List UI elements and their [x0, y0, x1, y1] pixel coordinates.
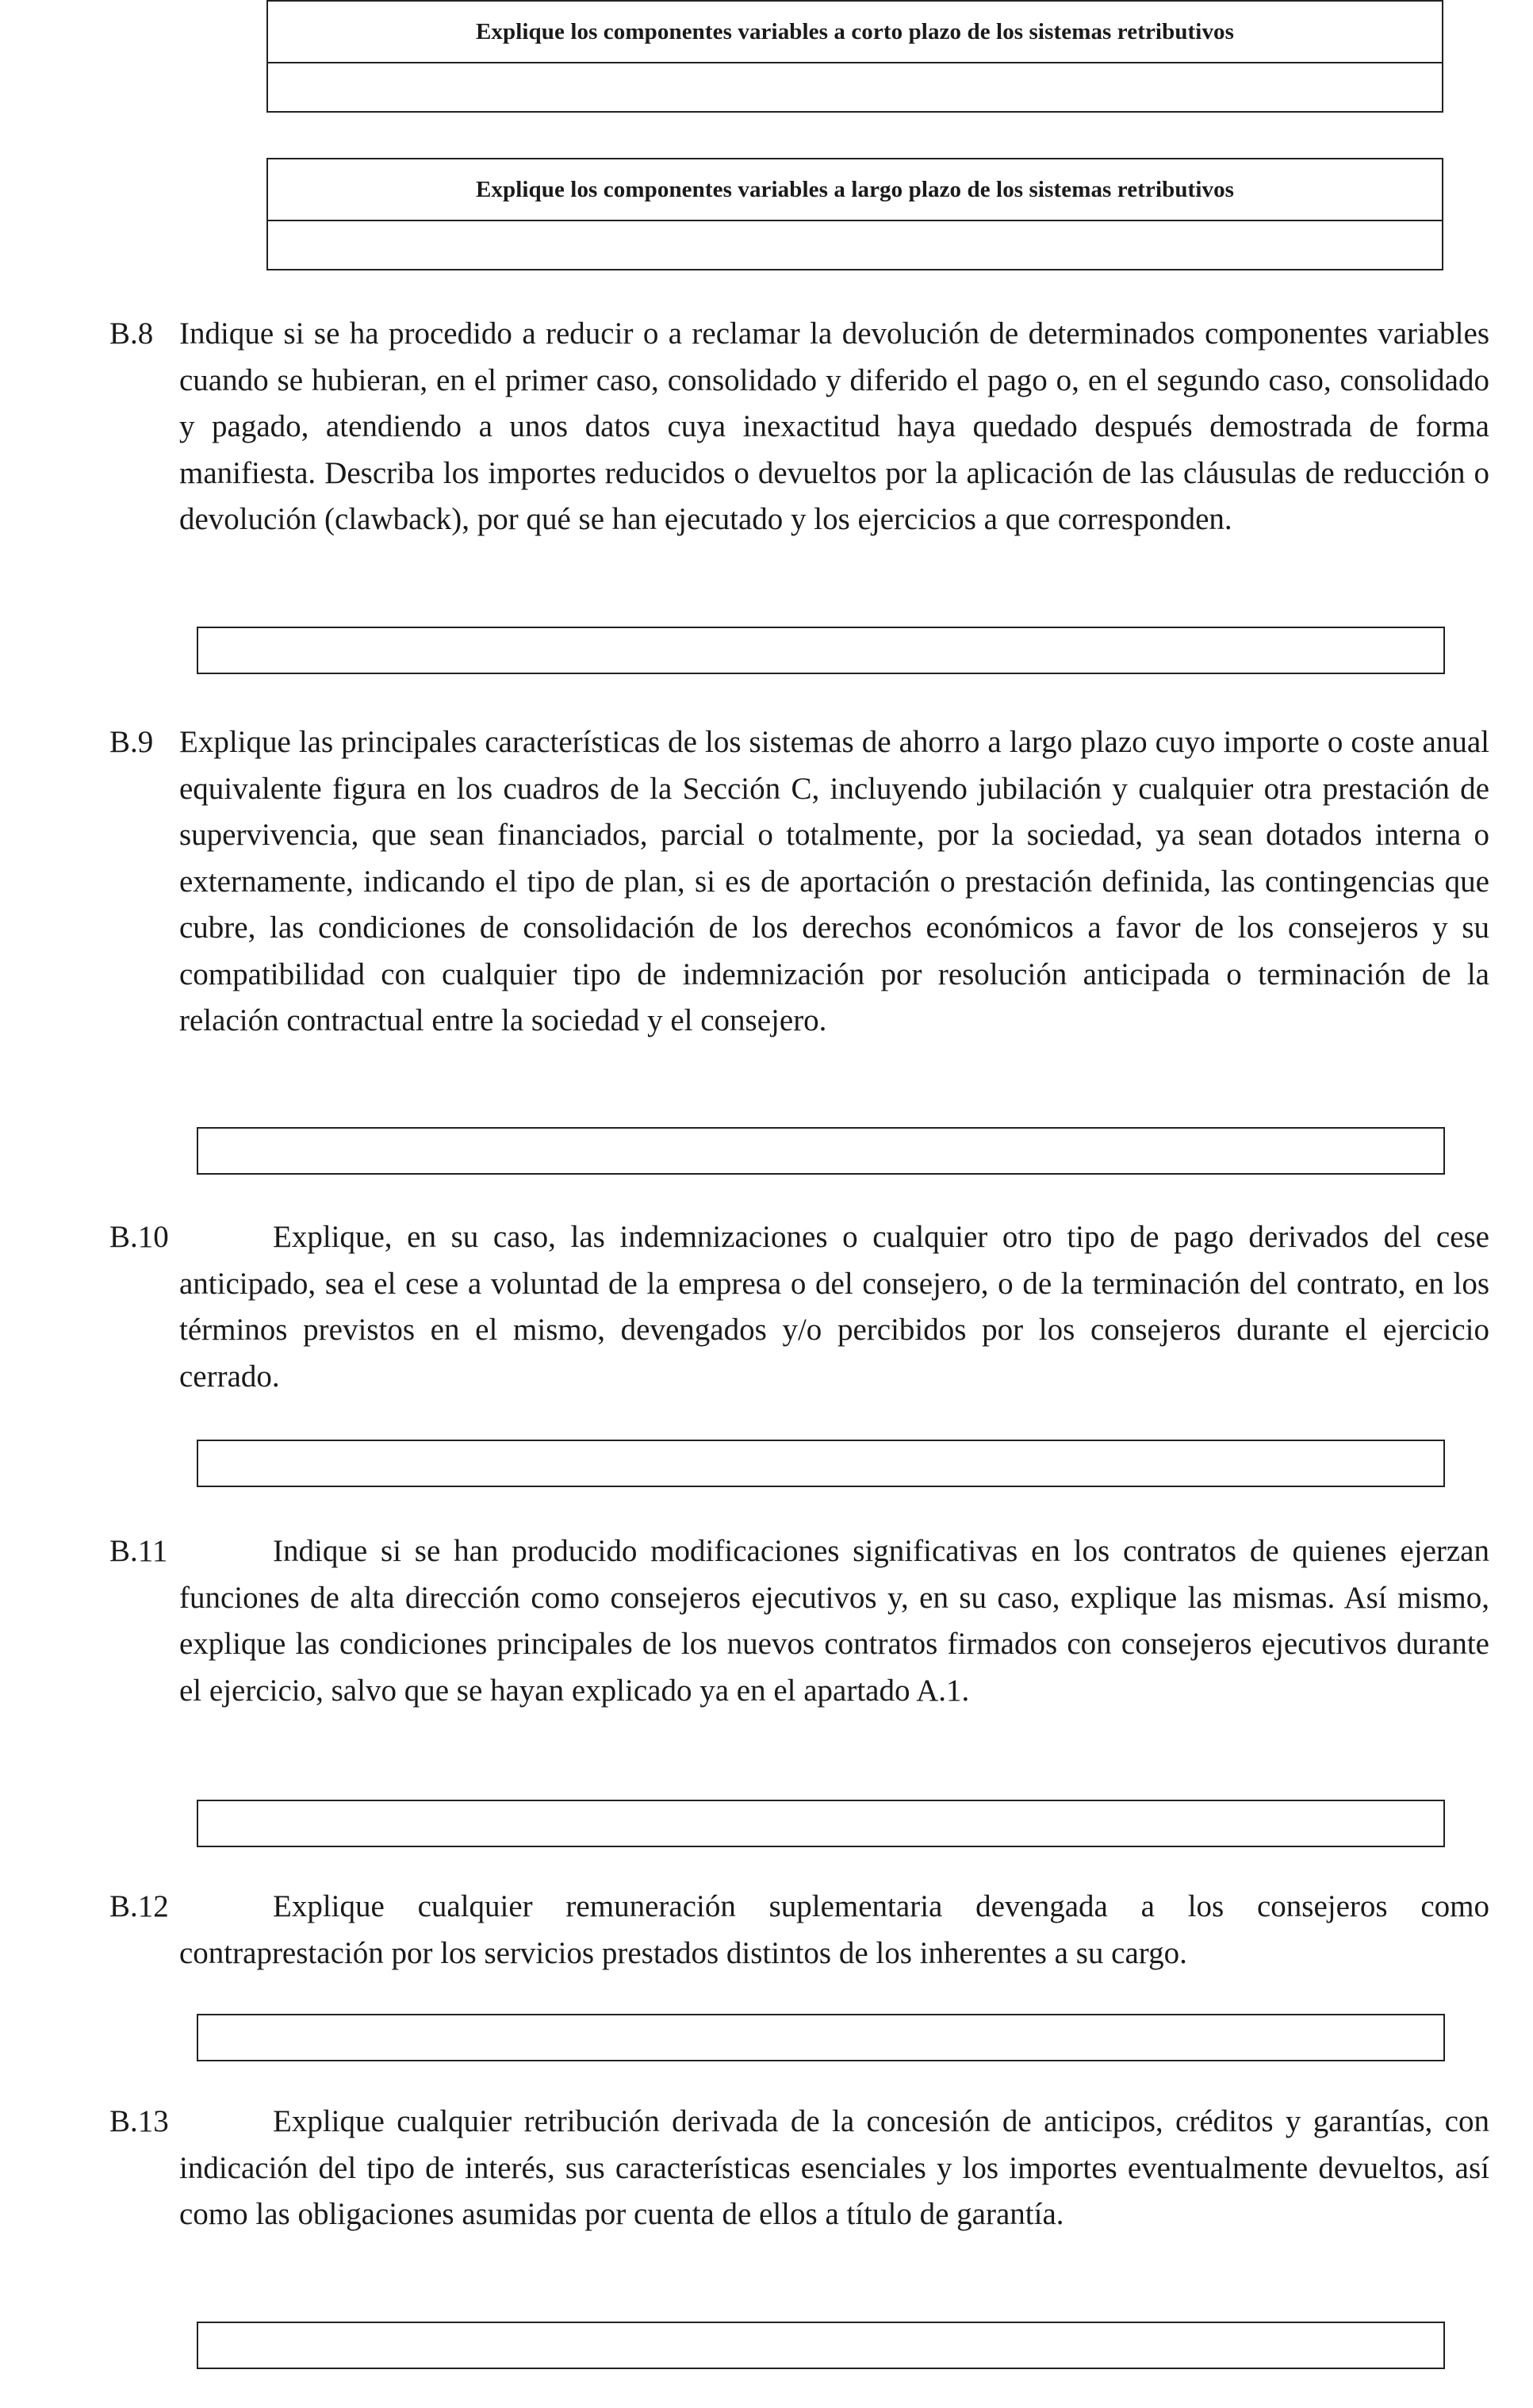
long-term-variable-box: [266, 158, 1443, 270]
section-text: Indique si se ha procedido a reducir o a reclamar la devolución de determinados componentes variables cuando se hubieran, en el primer caso, consolidado y diferido el pago o, en el segundo caso, consolidado y pagado, atendiendo a unos datos cuya inexactitud haya quedado después demostrada de forma manifiesta. Describa los importes reducidos o devueltos por la aplicación de las cláusulas de reducción o devolución (clawback), por qué se han ejecutado y los ejercicios a que corresponden.: [179, 316, 1489, 536]
short-term-variable-title: Explique los componentes variables a corto plazo de los sistemas retributivos: [268, 2, 1442, 63]
section-number: B.9: [109, 725, 154, 759]
answer-field-b13[interactable]: [197, 2322, 1445, 2369]
answer-field-b8[interactable]: [197, 627, 1445, 674]
short-term-variable-box: [266, 0, 1443, 113]
section-text: Explique cualquier retribución derivada de la concesión de anticipos, créditos y garantías, con indicación del tipo de interés, sus características esenciales y los importes eventualmente devueltos, así como las obligaciones asumidas por cuenta de ellos a título de garantía.: [179, 2104, 1489, 2231]
section-number: B.12: [109, 1889, 169, 1923]
section-b9: [109, 719, 1489, 1045]
section-b12: [109, 1884, 1489, 1977]
section-number: B.13: [109, 2104, 169, 2138]
section-b10: [109, 1214, 1489, 1400]
section-text: Explique las principales características de los sistemas de ahorro a largo plazo cuyo importe o coste anual equivalente figura en los cuadros de la Sección C, incluyendo jubilación y cualquier otra prestación de supervivencia, que sean financiados, parcial o totalmente, por la sociedad, ya sean dotados interna o externamente, indicando el tipo de plan, si es de aportación o prestación definida, las contingencias que cubre, las condiciones de consolidación de los derechos económicos a favor de los consejeros y su compatibilidad con cualquier tipo de indemnización por resolución anticipada o terminación de la relación contractual entre la sociedad y el consejero.: [179, 725, 1489, 1037]
answer-field-b9[interactable]: [197, 1127, 1445, 1175]
short-term-variable-answer-field[interactable]: [268, 63, 1442, 111]
answer-field-b11[interactable]: [197, 1800, 1445, 1847]
section-number: B.11: [109, 1534, 168, 1568]
answer-field-b10[interactable]: [197, 1440, 1445, 1487]
section-b11: [109, 1528, 1489, 1714]
section-number: B.8: [109, 316, 154, 351]
long-term-variable-title: Explique los componentes variables a largo plazo de los sistemas retributivos: [268, 159, 1442, 221]
section-text: Explique cualquier remuneración suplementaria devengada a los consejeros como contraprestación por los servicios prestados distintos de los inherentes a su cargo.: [179, 1889, 1489, 1970]
long-term-variable-answer-field[interactable]: [268, 221, 1442, 269]
section-b8: [109, 311, 1489, 543]
section-text: Indique si se han producido modificaciones significativas en los contratos de quienes ejerzan funciones de alta dirección como consejeros ejecutivos y, en su caso, explique las mismas. Así mismo, explique las condiciones principales de los nuevos contratos firmados con consejeros ejecutivos durante el ejercicio, salvo que se hayan explicado ya en el apartado A.1.: [179, 1534, 1489, 1708]
section-number: B.10: [109, 1220, 169, 1254]
section-text: Explique, en su caso, las indemnizaciones o cualquier otro tipo de pago derivados del cese anticipado, sea el cese a voluntad de la empresa o del consejero, o de la terminación del contrato, en los términos previstos en el mismo, devengados y/o percibidos por los consejeros durante el ejercicio cerrado.: [179, 1220, 1489, 1394]
section-b13: [109, 2099, 1489, 2238]
answer-field-b12[interactable]: [197, 2014, 1445, 2061]
